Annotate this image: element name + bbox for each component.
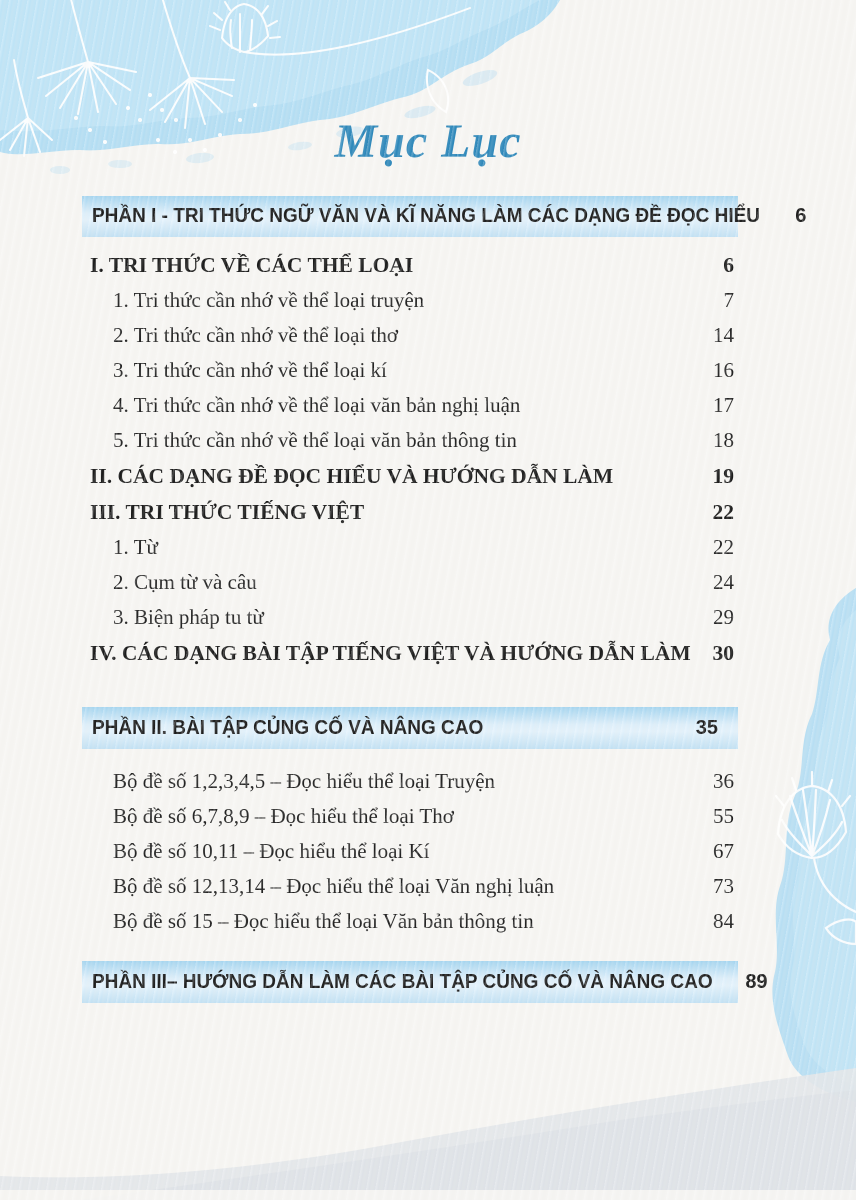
toc-entry-label: PHẦN I - TRI THỨC NGỮ VĂN VÀ KĨ NĂNG LÀM CÁC DẠNG ĐỀ ĐỌC HIỂU xyxy=(92,205,761,227)
toc-entry-label: Bộ đề số 15 – Đọc hiểu thể loại Văn bản thông tin xyxy=(113,909,534,933)
toc-entry-label: PHẦN II. BÀI TẬP CỦNG CỐ VÀ NÂNG CAO xyxy=(92,716,484,739)
toc-item-row xyxy=(82,423,738,458)
toc-entry-page: 73 xyxy=(713,874,734,898)
toc-entry-label: Bộ đề số 6,7,8,9 – Đọc hiểu thể loại Thơ xyxy=(113,804,454,828)
toc-heading-row xyxy=(82,458,738,494)
toc-entry-page: 84 xyxy=(713,909,734,933)
toc-entry-label: Bộ đề số 10,11 – Đọc hiểu thể loại Kí xyxy=(113,839,430,863)
toc-part-row xyxy=(82,196,807,237)
toc-item-row xyxy=(82,565,738,600)
toc-entry-label: 4. Tri thức cần nhớ về thể loại văn bản nghị luận xyxy=(113,393,521,417)
toc-entry-label: Bộ đề số 12,13,14 – Đọc hiểu thể loại Văn nghị luận xyxy=(113,874,555,898)
toc-entry-page: 30 xyxy=(712,640,734,665)
table-of-contents xyxy=(82,196,807,1003)
toc-entry-label: 1. Tri thức cần nhớ về thể loại truyện xyxy=(113,288,425,312)
toc-entry-label: IV. CÁC DẠNG BÀI TẬP TIẾNG VIỆT VÀ HƯỚNG DẪN LÀM xyxy=(90,640,691,665)
toc-entry-label: I. TRI THỨC VỀ CÁC THỂ LOẠI xyxy=(90,252,414,277)
toc-entry-label: Bộ đề số 1,2,3,4,5 – Đọc hiểu thể loại Truyện xyxy=(113,769,496,793)
toc-item-row xyxy=(82,600,738,635)
toc-item-row xyxy=(82,764,738,799)
toc-item-row xyxy=(82,834,738,869)
toc-entry-label: 2. Cụm từ và câu xyxy=(113,570,257,594)
toc-entry-label: III. TRI THỨC TIẾNG VIỆT xyxy=(90,499,365,524)
toc-entry-page: 6 xyxy=(723,252,734,277)
toc-part-row xyxy=(82,961,768,1003)
toc-entry-page: 55 xyxy=(713,804,734,828)
toc-entry-label: PHẦN III– HƯỚNG DẪN LÀM CÁC BÀI TẬP CỦNG CỐ VÀ NÂNG CAO xyxy=(92,970,713,993)
toc-entry-page: 29 xyxy=(713,605,734,629)
toc-item-row xyxy=(82,388,738,423)
toc-entry-label: 2. Tri thức cần nhớ về thể loại thơ xyxy=(113,323,398,347)
toc-entry-label: 5. Tri thức cần nhớ về thể loại văn bản thông tin xyxy=(113,428,517,452)
toc-heading-row xyxy=(82,247,738,283)
toc-entry-label: 1. Từ xyxy=(113,535,158,559)
toc-item-row xyxy=(82,799,738,834)
toc-entry-page: 89 xyxy=(745,970,768,993)
toc-entry-page: 6 xyxy=(795,205,807,227)
toc-entry-label: II. CÁC DẠNG ĐỀ ĐỌC HIỂU VÀ HƯỚNG DẪN LÀM xyxy=(90,463,614,488)
toc-entry-page: 67 xyxy=(713,839,734,863)
toc-entry-label: 3. Biện pháp tu từ xyxy=(113,605,264,629)
toc-item-row xyxy=(82,869,738,904)
toc-entry-page: 18 xyxy=(713,428,734,452)
toc-item-row xyxy=(82,283,738,318)
toc-item-row xyxy=(82,904,738,939)
toc-item-row xyxy=(82,530,738,565)
bottom-gray-wash xyxy=(0,1068,856,1200)
toc-entry-page: 17 xyxy=(713,393,734,417)
toc-heading-row xyxy=(82,494,738,530)
toc-item-row xyxy=(82,318,738,353)
page-title: Mục Lục xyxy=(334,115,522,168)
toc-entry-page: 14 xyxy=(713,323,734,347)
toc-entry-page: 24 xyxy=(713,570,734,594)
toc-part-row xyxy=(82,707,738,749)
toc-entry-label: 3. Tri thức cần nhớ về thể loại kí xyxy=(113,358,387,382)
toc-entry-page: 35 xyxy=(695,716,718,739)
toc-entry-page: 22 xyxy=(712,499,734,524)
toc-heading-row xyxy=(82,635,738,671)
toc-entry-page: 7 xyxy=(723,288,734,312)
toc-item-row xyxy=(82,353,738,388)
toc-entry-page: 22 xyxy=(713,535,734,559)
toc-entry-page: 16 xyxy=(713,358,734,382)
toc-entry-page: 19 xyxy=(712,463,734,488)
toc-entry-page: 36 xyxy=(713,769,734,793)
